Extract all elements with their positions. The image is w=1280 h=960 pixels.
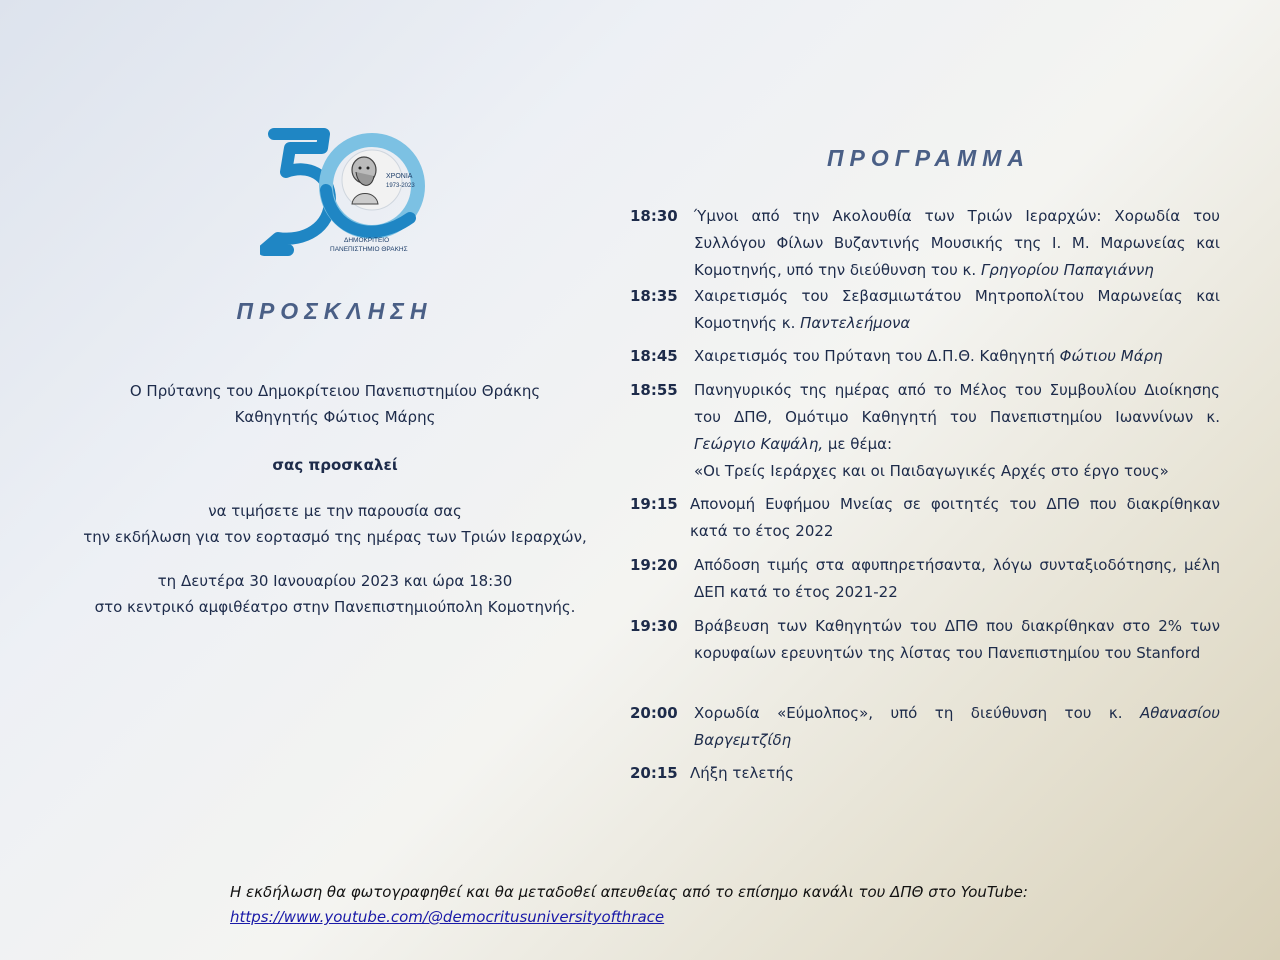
- program-person: Γρηγορίου Παπαγιάννη: [980, 261, 1154, 279]
- program-time: 18:45: [630, 347, 678, 365]
- program-item: [630, 377, 1220, 485]
- host-line2: Καθηγητής Φώτιος Μάρης: [234, 408, 436, 426]
- program-text: Απονομή Ευφήμου Μνείας σε φοιτητές του ΔΠΘ που διακρίθηκαν κατά το έτος 2022: [690, 495, 1220, 540]
- university-line1: ΔΗΜΟΚΡΙΤΕΙΟ: [344, 237, 390, 244]
- program-item: [630, 700, 1220, 754]
- date-venue-block: [60, 568, 610, 620]
- program-text: Χορωδία «Εύμολπος», υπό τη διεύθυνση του κ.: [694, 704, 1140, 722]
- program-item: [630, 343, 1220, 370]
- program-time: 19:30: [630, 617, 678, 635]
- date-line: τη Δευτέρα 30 Ιανουαρίου 2023 και ώρα 18:30: [157, 572, 513, 590]
- footer-note: Η εκδήλωση θα φωτογραφηθεί και θα μεταδοθεί απευθείας από το επίσημο κανάλι του ΔΠΘ στο YouTube:: [230, 883, 1028, 901]
- year-range: 1973-2023: [386, 183, 415, 189]
- program-text: Λήξη τελετής: [690, 764, 794, 782]
- program-time: 19:20: [630, 556, 678, 574]
- program-time: 18:30: [630, 207, 678, 225]
- purpose-line1: να τιμήσετε με την παρουσία σας: [208, 502, 462, 520]
- program-time: 20:00: [630, 704, 678, 722]
- program-item: [630, 283, 1220, 337]
- program-text: Βράβευση των Καθηγητών του ΔΠΘ που διακρίθηκαν στο 2% των κορυφαίων ερευνητών της λίστας του Πανεπιστημίου του Stanford: [694, 617, 1220, 662]
- program-quote: «Οι Τρείς Ιεράρχες και οι Παιδαγωγικές Αρχές στο έργο τους»: [694, 462, 1169, 480]
- footer: [230, 880, 1130, 930]
- program-text: Πανηγυρικός της ημέρας από το Μέλος του Συμβουλίου Διοίκησης του ΔΠΘ, Ομότιμο Καθηγητή του Πανεπιστημίου Ιωαννίνων κ.: [694, 381, 1220, 426]
- program-text: Χαιρετισμός του Σεβασμιωτάτου Μητροπολίτου Μαρωνείας και Κομοτηνής κ.: [694, 287, 1220, 332]
- program-item: [630, 613, 1220, 667]
- program-time: 18:55: [630, 381, 678, 399]
- university-50-years-logo: [260, 128, 425, 256]
- purpose-line2: την εκδήλωση για τον εορτασμό της ημέρας των Τριών Ιεραρχών,: [83, 528, 587, 546]
- university-line2: ΠΑΝΕΠΙΣΤΗΜΙΟ ΘΡΑΚΗΣ: [330, 246, 408, 253]
- program-text: Χαιρετισμός του Πρύτανη του Δ.Π.Θ. Καθηγητή: [694, 347, 1060, 365]
- program-text: Απόδοση τιμής στα αφυπηρετήσαντα, λόγω συνταξιοδότησης, μέλη ΔΕΠ κατά το έτος 2021-22: [694, 556, 1220, 601]
- venue-line: στο κεντρικό αμφιθέατρο στην Πανεπιστημιούπολη Κομοτηνής.: [94, 598, 576, 616]
- program-text: Ύμνοι από την Ακολουθία των Τριών Ιεραρχών: Χορωδία του Συλλόγου Φίλων Βυζαντινής Μουσικής της Ι. Μ. Μαρωνείας και Κομοτηνής, υπό την διεύθυνση του κ.: [694, 207, 1220, 279]
- program-person: Παντελεήμονα: [800, 314, 911, 332]
- host-block: [60, 378, 610, 430]
- invites-text: σας προσκαλεί: [272, 456, 398, 474]
- program-person: Αθανασίου Βαργεμτζίδη: [694, 704, 1220, 749]
- program-person: Γεώργιο Καψάλη,: [694, 435, 824, 453]
- host-line1: Ο Πρύτανης του Δημοκρίτειου Πανεπιστημίου Θράκης: [129, 382, 541, 400]
- program-time: 18:35: [630, 287, 678, 305]
- youtube-link[interactable]: https://www.youtube.com/@democritusuniversityofthrace: [230, 908, 665, 926]
- years-label: ΧΡΟΝΙΑ: [386, 173, 413, 180]
- program-item: [630, 760, 1220, 787]
- purpose-block: [60, 498, 610, 550]
- program-item: [630, 203, 1220, 284]
- program-time: 19:15: [630, 495, 678, 513]
- invitation-title: ΠΡΟΣΚΛΗΣΗ: [236, 298, 433, 324]
- program-time: 20:15: [630, 764, 678, 782]
- program-item: [630, 552, 1220, 606]
- program-item: [630, 491, 1220, 545]
- program-person: Φώτιου Μάρη: [1059, 347, 1163, 365]
- program-text-after: με θέμα:: [823, 435, 893, 453]
- program-title: ΠΡΟΓΡΑΜΜΑ: [827, 145, 1030, 171]
